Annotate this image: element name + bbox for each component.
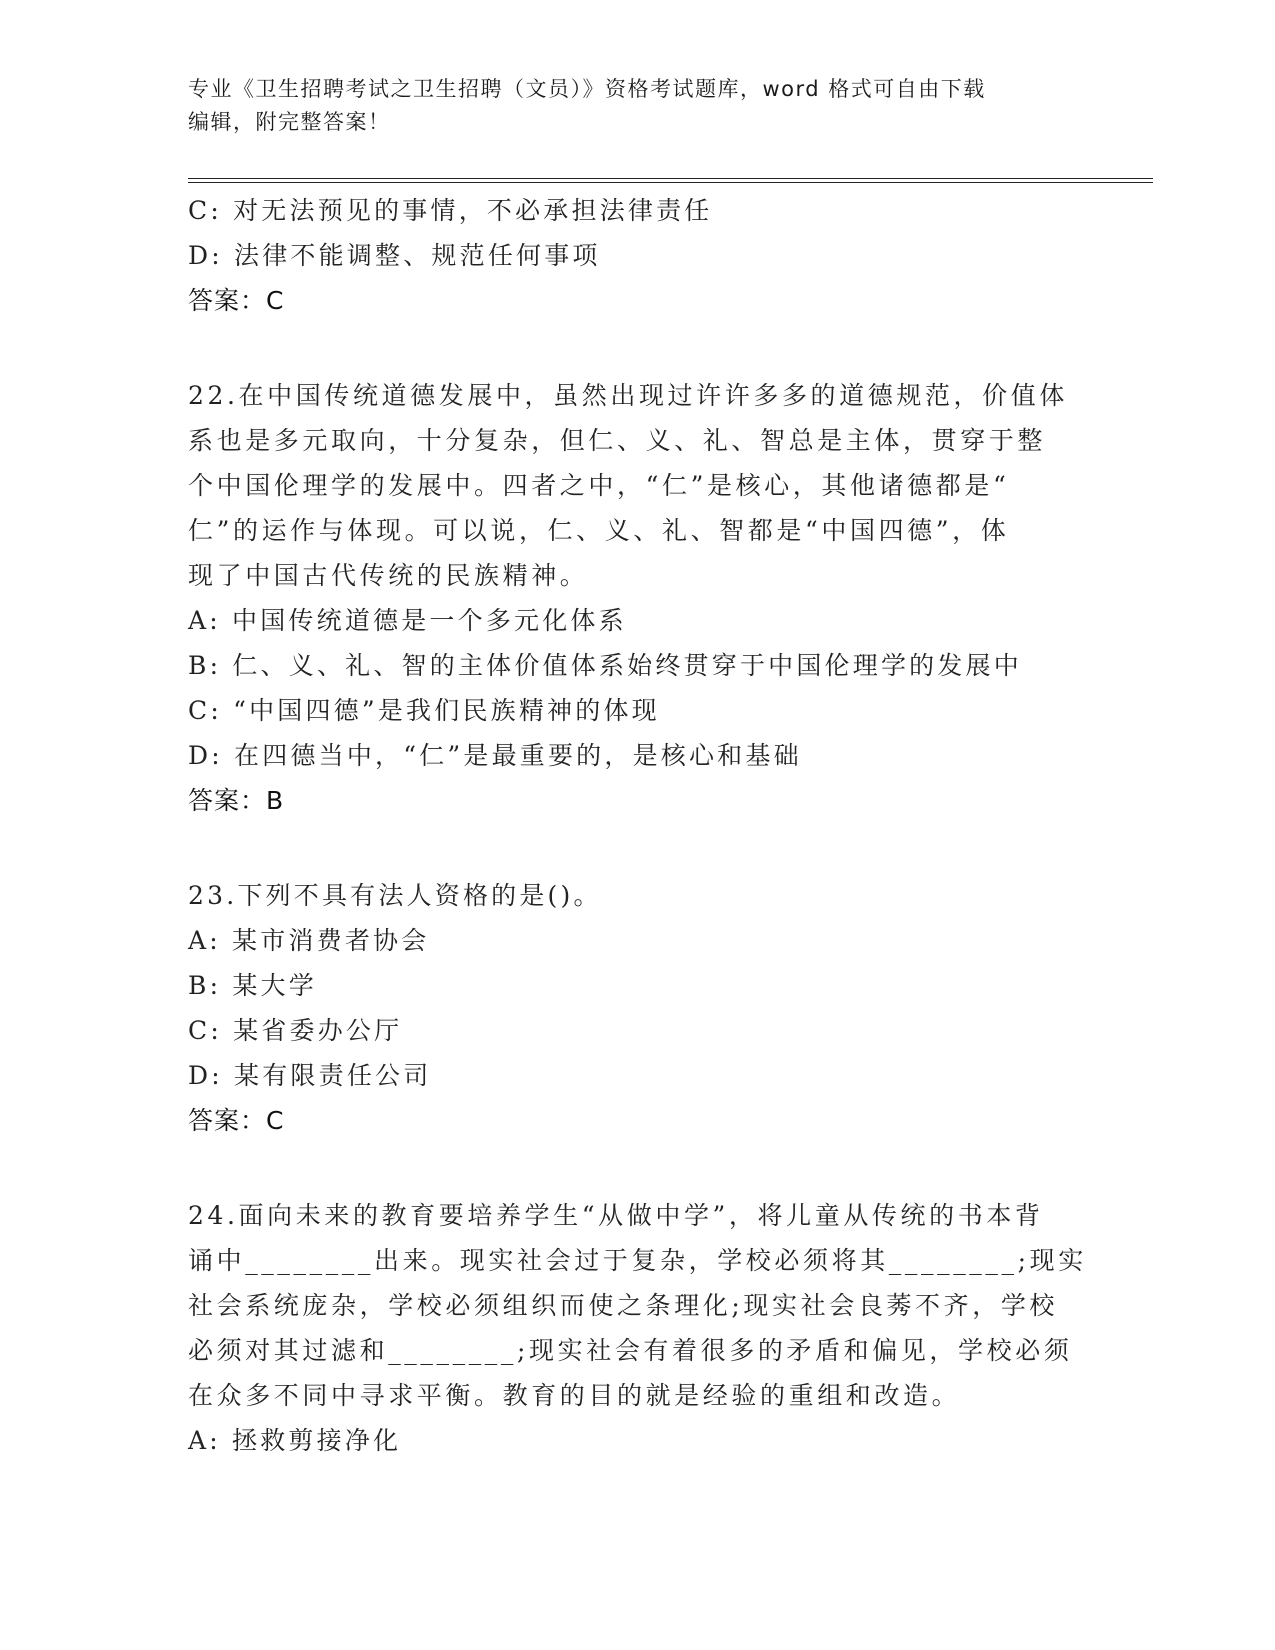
question-text-line: 仁”的运作与体现。可以说，仁、义、礼、智都是“中国四德”，体 bbox=[188, 516, 1010, 545]
question-block bbox=[188, 1193, 1088, 1418]
question-list bbox=[188, 188, 1088, 1463]
option-a: A: 某市消费者协会 bbox=[188, 926, 430, 955]
question-block bbox=[188, 373, 1088, 598]
question-block bbox=[188, 873, 1088, 1143]
options-list bbox=[188, 1418, 1088, 1463]
question-text-line: 23.下列不具有法人资格的是()。 bbox=[188, 881, 602, 910]
answer-label: 答案：B bbox=[188, 786, 285, 815]
option-a: A: 中国传统道德是一个多元化体系 bbox=[188, 606, 627, 635]
option-d: D: 某有限责任公司 bbox=[188, 1061, 432, 1090]
option-d: D: 在四德当中，“仁”是最重要的，是核心和基础 bbox=[188, 741, 802, 770]
question-block bbox=[188, 188, 1088, 323]
answer-label: 答案：C bbox=[188, 1106, 285, 1135]
option-d: D: 法律不能调整、规范任何事项 bbox=[188, 241, 601, 270]
question-text-line: 个中国伦理学的发展中。四者之中，“仁”是核心，其他诸德都是“ bbox=[188, 471, 1010, 500]
question-text-line: 22.在中国传统道德发展中，虽然出现过许许多多的道德规范，价值体 bbox=[188, 381, 1068, 410]
question-text-line: 24.面向未来的教育要培养学生“从做中学”，将儿童从传统的书本背 bbox=[188, 1201, 1044, 1230]
option-c: C: 对无法预见的事情，不必承担法律责任 bbox=[188, 196, 713, 225]
option-c: C: 某省委办公厅 bbox=[188, 1016, 403, 1045]
question-text-line: 必须对其过滤和________;现实社会有着很多的矛盾和偏见，学校必须 bbox=[188, 1336, 1073, 1365]
spacer bbox=[188, 323, 1088, 373]
answer-label: 答案：C bbox=[188, 286, 285, 315]
options-list bbox=[188, 598, 1088, 823]
spacer bbox=[188, 1143, 1088, 1193]
question-text-line: 诵中________出来。现实社会过于复杂，学校必须将其________;现实 bbox=[188, 1246, 1087, 1275]
option-b: B: 某大学 bbox=[188, 971, 317, 1000]
question-text-line: 社会系统庞杂，学校必须组织而使之条理化;现实社会良莠不齐，学校 bbox=[188, 1291, 1059, 1320]
question-text-line: 在众多不同中寻求平衡。教育的目的就是经验的重组和改造。 bbox=[188, 1381, 961, 1410]
header-line-2: 编辑，附完整答案！ bbox=[188, 110, 391, 134]
option-a: A: 拯救剪接净化 bbox=[188, 1426, 402, 1455]
header-divider-top bbox=[188, 178, 1153, 179]
option-c: C: “中国四德”是我们民族精神的体现 bbox=[188, 696, 660, 725]
question-text-line: 系也是多元取向，十分复杂，但仁、义、礼、智总是主体，贯穿于整 bbox=[188, 426, 1047, 455]
question-text-line: 现了中国古代传统的民族精神。 bbox=[188, 561, 589, 590]
header-divider-bottom bbox=[188, 182, 1153, 183]
option-b: B: 仁、义、礼、智的主体价值体系始终贯穿于中国伦理学的发展中 bbox=[188, 651, 1022, 680]
header-line-1: 专业《卫生招聘考试之卫生招聘（文员）》资格考试题库，word 格式可自由下载 bbox=[188, 77, 986, 101]
document-header bbox=[188, 73, 1068, 139]
spacer bbox=[188, 823, 1088, 873]
